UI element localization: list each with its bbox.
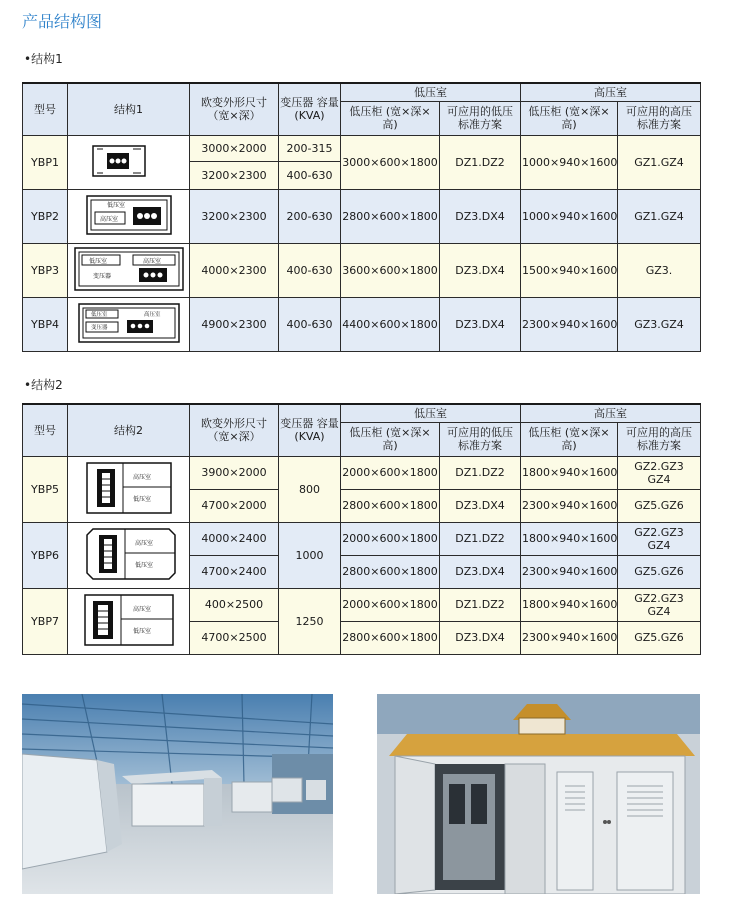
low-cabinet-cell: 2800×600×1800 [341,621,440,654]
table-row [23,588,701,621]
header-low-scheme: 可应用的低压 标准方案 [440,101,521,135]
high-scheme-cell: GZ3. [618,243,701,297]
low-cabinet-cell: 2000×600×1800 [341,522,440,555]
high-cabinet-cell: 1000×940×1600 [521,189,618,243]
low-scheme-cell: DZ3.DX4 [440,621,521,654]
diagram-label: 变压器 [91,324,108,331]
model-cell: YBP3 [23,243,68,297]
high-cabinet-cell: 1800×940×1600 [521,522,618,555]
structure1-table [22,82,701,352]
header-low-cabinet: 低压柜 (宽×深×高) [341,422,440,456]
header-capacity: 变压器 容量 (KVA) [279,404,341,456]
size-cell: 3900×2000 [190,456,279,489]
low-scheme-cell: DZ1.DZ2 [440,456,521,489]
size-cell: 3200×2300 [190,189,279,243]
header-high-scheme: 可应用的高压 标准方案 [618,101,701,135]
capacity-cell: 1250 [279,588,341,654]
capacity-cell: 400-630 [279,243,341,297]
header-model: 型号 [23,83,68,135]
high-cabinet-cell: 2300×940×1600 [521,621,618,654]
low-cabinet-cell: 2800×600×1800 [341,555,440,588]
size-cell: 4000×2400 [190,522,279,555]
model-cell: YBP5 [23,456,68,522]
section-label-structure1: •结构1 [24,52,63,66]
section-label-structure2: •结构2 [24,378,63,392]
model-cell: YBP7 [23,588,68,654]
high-cabinet-cell: 1800×940×1600 [521,588,618,621]
low-scheme-cell: DZ3.DX4 [440,555,521,588]
size-cell: 4700×2000 [190,489,279,522]
header-low-scheme: 可应用的低压 标准方案 [440,422,521,456]
low-cabinet-cell: 4400×600×1800 [341,297,440,351]
size-cell: 4700×2500 [190,621,279,654]
high-cabinet-cell: 1000×940×1600 [521,135,618,189]
structure-diagram-ybp1 [68,135,190,189]
structure-diagram-ybp2 [68,189,190,243]
low-cabinet-cell: 3000×600×1800 [341,135,440,189]
table-row [23,189,701,243]
header-size: 欧变外形尺寸 （宽×深） [190,404,279,456]
high-scheme-cell: GZ5.GZ6 [618,489,701,522]
low-scheme-cell: DZ3.DX4 [440,297,521,351]
size-cell: 400×2500 [190,588,279,621]
structure-diagram-ybp4 [68,297,190,351]
substation-warehouse-photo [22,694,333,894]
header-low-cabinet: 低压柜 (宽×深×高) [341,101,440,135]
substation-open-door-photo [377,694,700,894]
model-cell: YBP1 [23,135,68,189]
svg-text:变压器 [91,323,108,331]
header-structure: 结构1 [68,83,190,135]
high-scheme-cell: GZ1.GZ4 [618,135,701,189]
capacity-cell: 1000 [279,522,341,588]
diagram-label: 高压室 [100,215,119,223]
table-row [23,522,701,555]
header-high-room: 高压室 [521,404,701,422]
low-scheme-cell: DZ3.DX4 [440,489,521,522]
structure-diagram-ybp6 [68,522,190,588]
svg-text:低压室 [91,310,108,318]
diagram-label: 高压室 [144,311,161,318]
size-cell: 4000×2300 [190,243,279,297]
header-high-scheme: 可应用的高压 标准方案 [618,422,701,456]
low-cabinet-cell: 2800×600×1800 [341,189,440,243]
high-scheme-cell: GZ2.GZ3 GZ4 [618,522,701,555]
table-row [23,456,701,489]
high-scheme-cell: GZ2.GZ3 GZ4 [618,588,701,621]
structure-diagram-ybp5 [68,456,190,522]
capacity-cell: 800 [279,456,341,522]
high-cabinet-cell: 1800×940×1600 [521,456,618,489]
header-size: 欧变外形尺寸 （宽×深） [190,83,279,135]
high-cabinet-cell: 2300×940×1600 [521,489,618,522]
diagram-label: 低压室 [135,561,154,569]
table-row [23,243,701,297]
diagram-label: 高压室 [143,257,162,265]
low-cabinet-cell: 2000×600×1800 [341,456,440,489]
diagram-label: 低压室 [91,311,108,318]
size-cell: 4700×2400 [190,555,279,588]
high-cabinet-cell: 2300×940×1600 [521,555,618,588]
diagram-label: 变压器 [93,272,112,280]
header-high-cabinet: 低压柜 (宽×深×高) [521,101,618,135]
svg-text:高压室 [143,257,161,265]
svg-text:低压室 [89,257,107,265]
svg-text:高压室 [133,605,151,613]
high-scheme-cell: GZ2.GZ3 GZ4 [618,456,701,489]
header-low-room: 低压室 [341,404,521,422]
structure2-table [22,403,701,655]
header-structure: 结构2 [68,404,190,456]
high-scheme-cell: GZ5.GZ6 [618,555,701,588]
high-scheme-cell: GZ5.GZ6 [618,621,701,654]
low-cabinet-cell: 2000×600×1800 [341,588,440,621]
low-cabinet-cell: 2800×600×1800 [341,489,440,522]
table-row [23,297,701,351]
model-cell: YBP2 [23,189,68,243]
page-title: 产品结构图 [22,12,103,31]
svg-text:高压室 [100,215,118,223]
header-high-cabinet: 低压柜 (宽×深×高) [521,422,618,456]
svg-text:低压室 [133,627,151,635]
model-cell: YBP6 [23,522,68,588]
low-scheme-cell: DZ3.DX4 [440,243,521,297]
diagram-label: 高压室 [133,473,152,481]
diagram-label: 低压室 [107,201,126,209]
low-scheme-cell: DZ1.DZ2 [440,522,521,555]
high-cabinet-cell: 1500×940×1600 [521,243,618,297]
low-scheme-cell: DZ1.DZ2 [440,135,521,189]
svg-text:低压室 [107,201,125,209]
svg-text:变压器 [93,272,111,280]
diagram-label: 低压室 [133,495,152,503]
structure-diagram-ybp7 [68,588,190,654]
diagram-label: 高压室 [135,539,154,547]
header-low-room: 低压室 [341,83,521,101]
svg-text:低压室 [135,561,153,569]
svg-text:低压室 [133,495,151,503]
capacity-cell: 200-315 [279,135,341,161]
size-cell: 3000×2000 [190,135,279,161]
svg-text:高压室 [135,539,153,547]
low-cabinet-cell: 3600×600×1800 [341,243,440,297]
model-cell: YBP4 [23,297,68,351]
structure-diagram-ybp3 [68,243,190,297]
capacity-cell: 400-630 [279,297,341,351]
table-row [23,135,701,161]
high-scheme-cell: GZ3.GZ4 [618,297,701,351]
svg-text:高压室 [144,310,161,318]
size-cell: 4900×2300 [190,297,279,351]
capacity-cell: 400-630 [279,161,341,189]
diagram-label: 低压室 [89,257,108,265]
header-high-room: 高压室 [521,83,701,101]
low-scheme-cell: DZ1.DZ2 [440,588,521,621]
svg-text:高压室 [133,473,151,481]
header-capacity: 变压器 容量 (KVA) [279,83,341,135]
high-scheme-cell: GZ1.GZ4 [618,189,701,243]
high-cabinet-cell: 2300×940×1600 [521,297,618,351]
low-scheme-cell: DZ3.DX4 [440,189,521,243]
size-cell: 3200×2300 [190,161,279,189]
header-model: 型号 [23,404,68,456]
diagram-label: 低压室 [133,627,152,635]
capacity-cell: 200-630 [279,189,341,243]
diagram-label: 高压室 [133,605,152,613]
